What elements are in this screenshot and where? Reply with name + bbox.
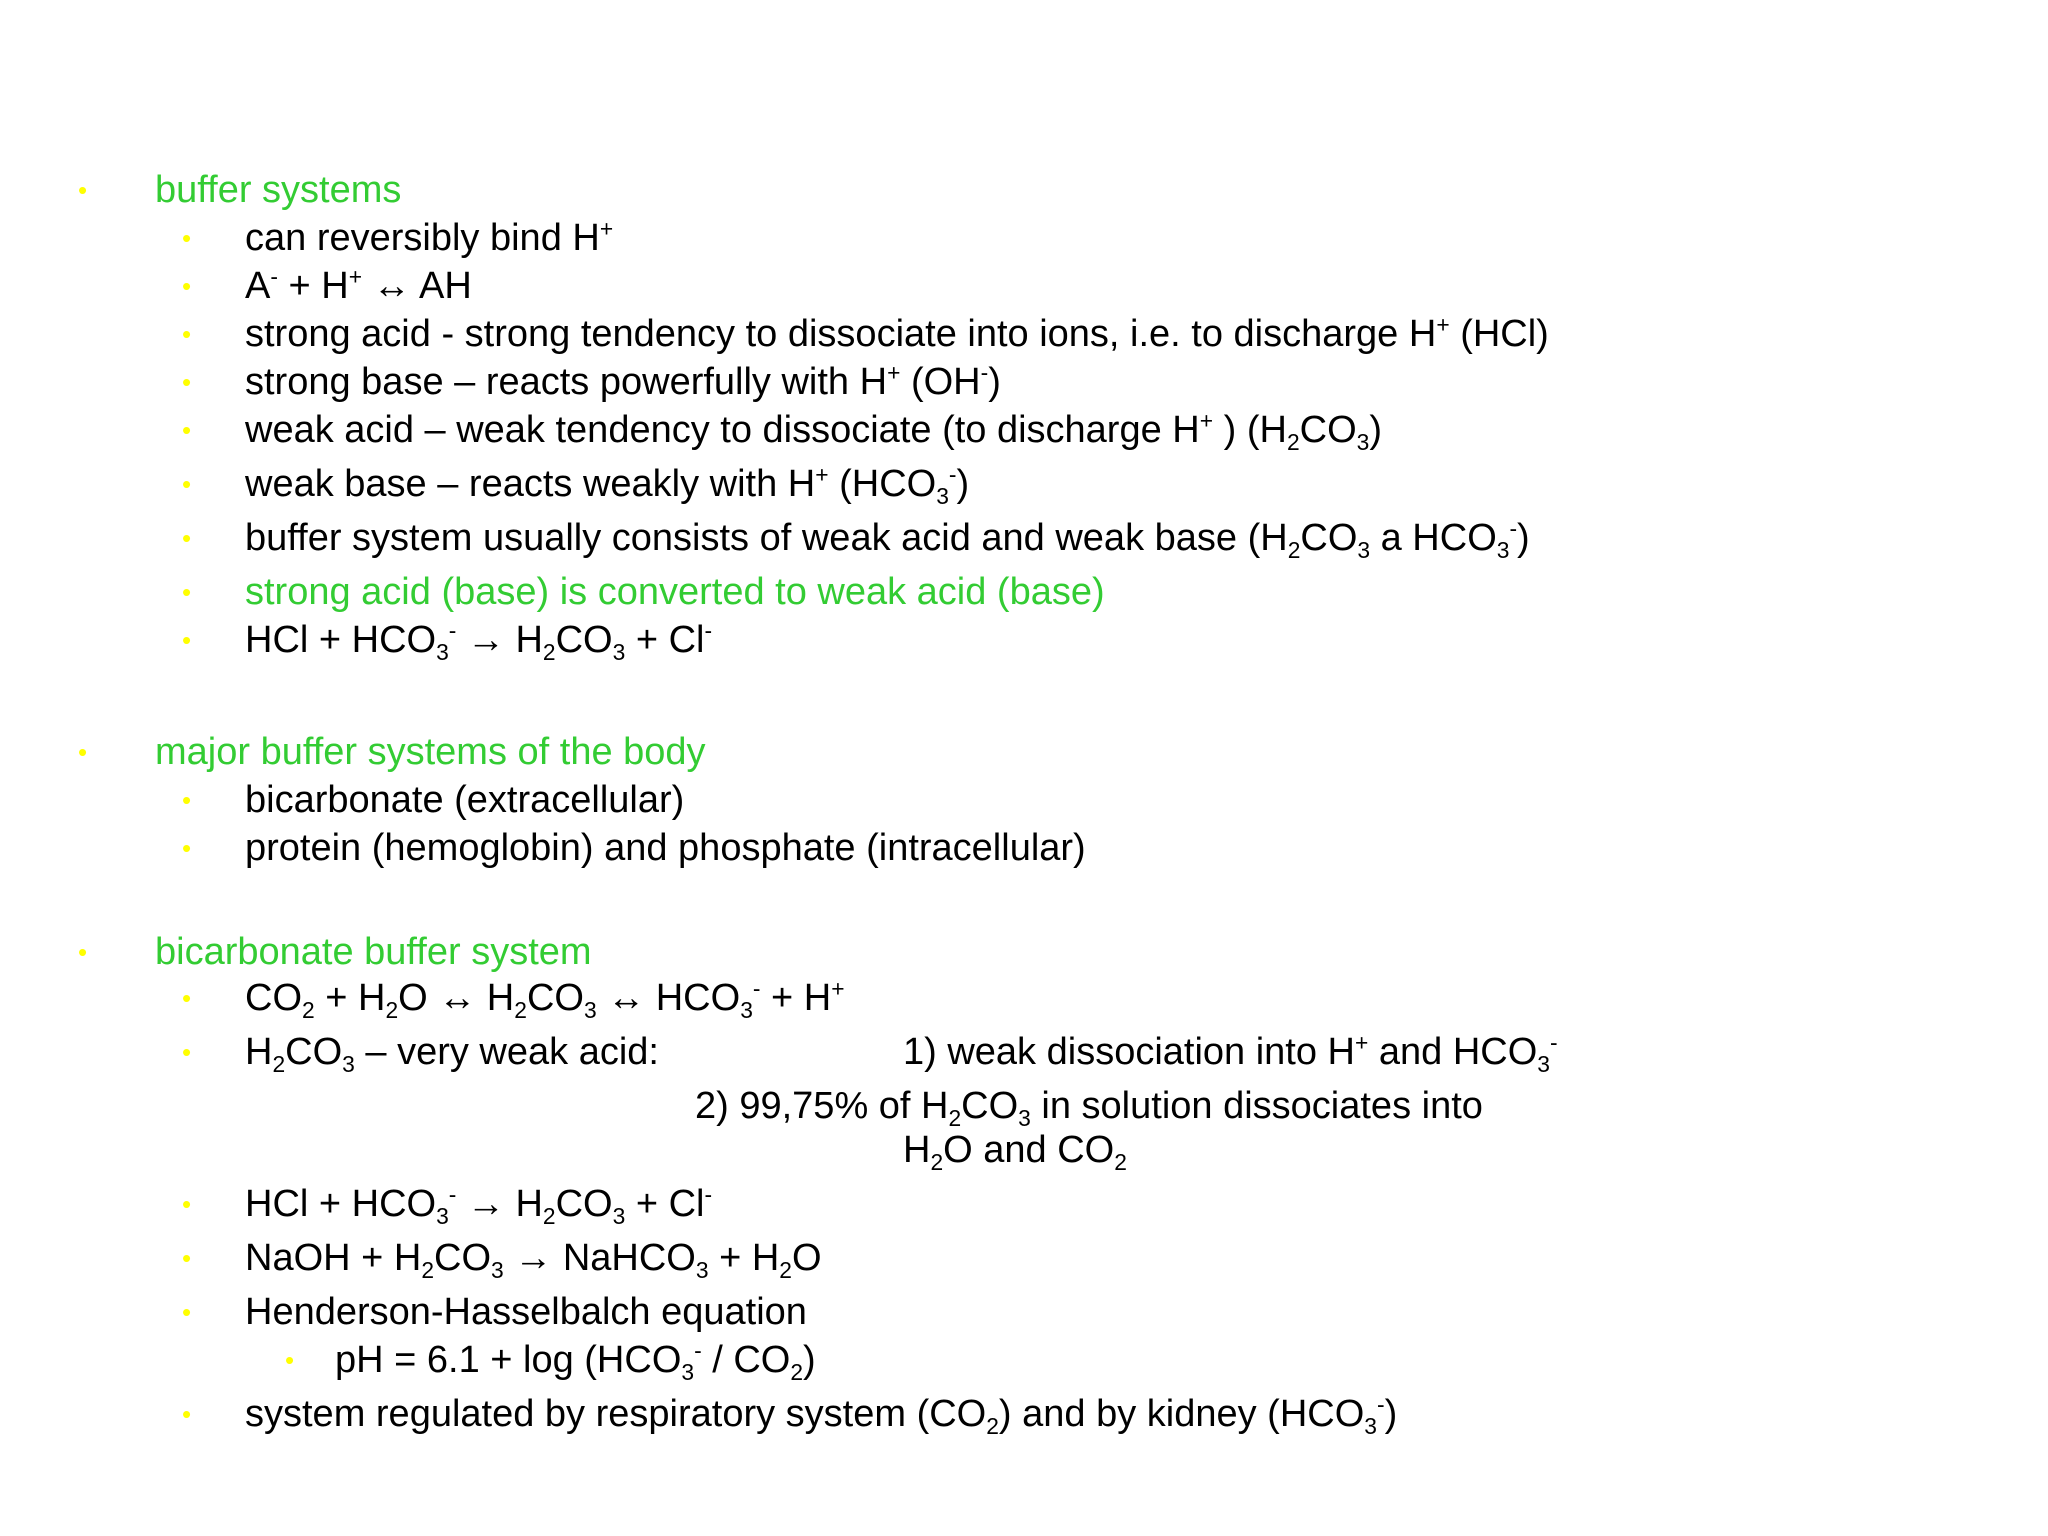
item-dissociation-percent: 2) 99,75% of $H_2CO_3$ in solution dissociates into [695,1085,1483,1131]
bullet-1-7: • [182,523,192,553]
bullet-1-4: • [182,367,192,397]
bullet-1-2: • [182,271,192,301]
bullet-3-5: • [182,1297,192,1327]
bullet-1-3: • [182,319,192,349]
bullet-3-1: • [182,983,192,1013]
item-bicarbonate: bicarbonate (extracellular) [245,779,685,821]
bullet-1-9: • [182,625,192,655]
bullet-2: • [78,737,88,767]
item-weak-acid: weak acid – weak tendency to dissociate (to discharge H+ ) $(H_2CO_3)$ [245,407,1382,455]
item-protein-phosphate: protein (hemoglobin) and phosphate (intracellular) [245,827,1086,869]
item-weak-dissociation: 1) weak dissociation into H+ and $HCO_3^-$ [903,1029,1558,1077]
bullet-1-1: • [182,223,192,253]
bullet-3-3: • [182,1189,192,1219]
bullet-3-4: • [182,1243,192,1273]
item-h2co3-weak-acid: $H_2CO_3$ – very weak acid: [245,1031,659,1077]
bullet-3-5-1: • [285,1345,295,1375]
bullet-2-2: • [182,833,192,863]
bullet-1-8: • [182,577,192,607]
item-regulation: system regulated by respiratory system $(CO_2)$ and by kidney $(HCO_3^-)$ [245,1391,1398,1439]
heading-bicarbonate-buffer-system: bicarbonate buffer system [155,931,592,973]
bullet-2-1: • [182,785,192,815]
bullet-3-6: • [182,1399,192,1429]
item-conversion: strong acid (base) is converted to weak acid (base) [245,571,1105,613]
item-hcl-reaction-2: HCl + $HCO_3^- \to H_2CO_3 + Cl^-$ [245,1181,713,1229]
item-hcl-reaction: HCl + $HCO_3^- \to H_2CO_3 + Cl^-$ [245,617,713,665]
item-henderson-hasselbalch: Henderson-Hasselbalch equation [245,1291,807,1333]
item-co2-equilibrium: $CO_2 + H_2O$ ↔ $H_2CO_3$ ↔ $HCO_3^- + H^+$ [245,975,845,1023]
item-buffer-composition: buffer system usually consists of weak acid and weak base ($H_2CO_3$ a $HCO_3^-$) [245,515,1530,563]
item-strong-acid: strong acid - strong tendency to dissociate into ions, i.e. to discharge H+ (HCl) [245,311,1549,355]
bullet-3-2: • [182,1037,192,1067]
bullet-1: • [78,175,88,205]
item-naoh-reaction: NaOH + $H_2CO_3$ → NaHCO$_3$ + $H_2O$ [245,1237,822,1283]
item-weak-base: weak base – reacts weakly with H+ $(HCO_3^-)$ [245,461,970,509]
bullet-3: • [78,937,88,967]
heading-buffer-systems: buffer systems [155,169,402,211]
item-equilibrium: A- + H+ ↔ AH [245,263,472,307]
item-h2o-co2: $H_2O$ and $CO_2$ [903,1129,1127,1175]
bullet-1-5: • [182,415,192,445]
item-ph-equation: pH = $6.1 + \log (HCO_3^- / CO_2)$ [335,1337,816,1385]
item-strong-base: strong base – reacts powerfully with H+ (OH-) [245,359,1001,403]
heading-major-buffer-systems: major buffer systems of the body [155,731,706,773]
item-reversibly-bind: can reversibly bind H+ [245,215,614,259]
bullet-1-6: • [182,469,192,499]
